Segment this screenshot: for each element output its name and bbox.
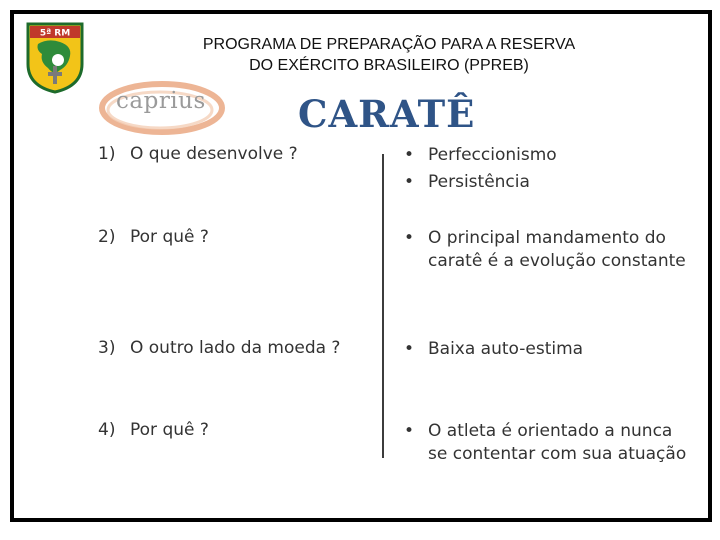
answer-bullet-item [404,420,694,465]
slide-title: CARATÊ [298,92,476,136]
question-text: O que desenvolve ? [130,144,298,164]
military-emblem-icon [24,20,86,94]
bullet-icon: • [404,228,415,248]
caprius-logo-text: caprius [116,88,206,114]
answer-block [404,338,694,361]
column-divider [382,154,384,458]
slide-frame [10,10,712,522]
answer-bullet-item [404,144,694,167]
question-number: 2) [98,227,116,247]
question-number: 1) [98,144,116,164]
question-item [98,338,340,358]
program-title-line1: PROGRAMA DE PREPARAÇÃO PARA A RESERVA [202,36,576,53]
answer-text: O principal mandamento do caratê é a evolução constante [428,228,686,271]
program-title [154,34,624,76]
answer-block [404,420,694,465]
answer-bullet-item [404,338,694,361]
answer-text: O atleta é orientado a nunca se contentar com sua atuação [428,421,687,464]
program-title-line2: DO EXÉRCITO BRASILEIRO (PPREB) [249,57,529,74]
answer-block [404,227,694,272]
answer-text: Baixa auto-estima [428,339,584,359]
question-text: O outro lado da moeda ? [130,338,341,358]
bullet-icon: • [404,145,415,165]
question-text: Por quê ? [130,420,209,440]
question-item [98,227,209,247]
question-number: 4) [98,420,116,440]
question-number: 3) [98,338,116,358]
answer-bullet-item [404,171,694,194]
svg-text:5ª RM: 5ª RM [39,28,71,39]
question-item [98,144,298,164]
question-item [98,420,209,440]
answer-bullet-item [404,227,694,272]
bullet-icon: • [404,171,415,192]
answer-block [404,144,694,193]
bullet-icon: • [404,339,415,359]
question-text: Por quê ? [130,227,209,247]
answer-text: Persistência [428,171,530,192]
answer-text: Perfeccionismo [428,145,557,165]
bullet-icon: • [404,421,415,441]
